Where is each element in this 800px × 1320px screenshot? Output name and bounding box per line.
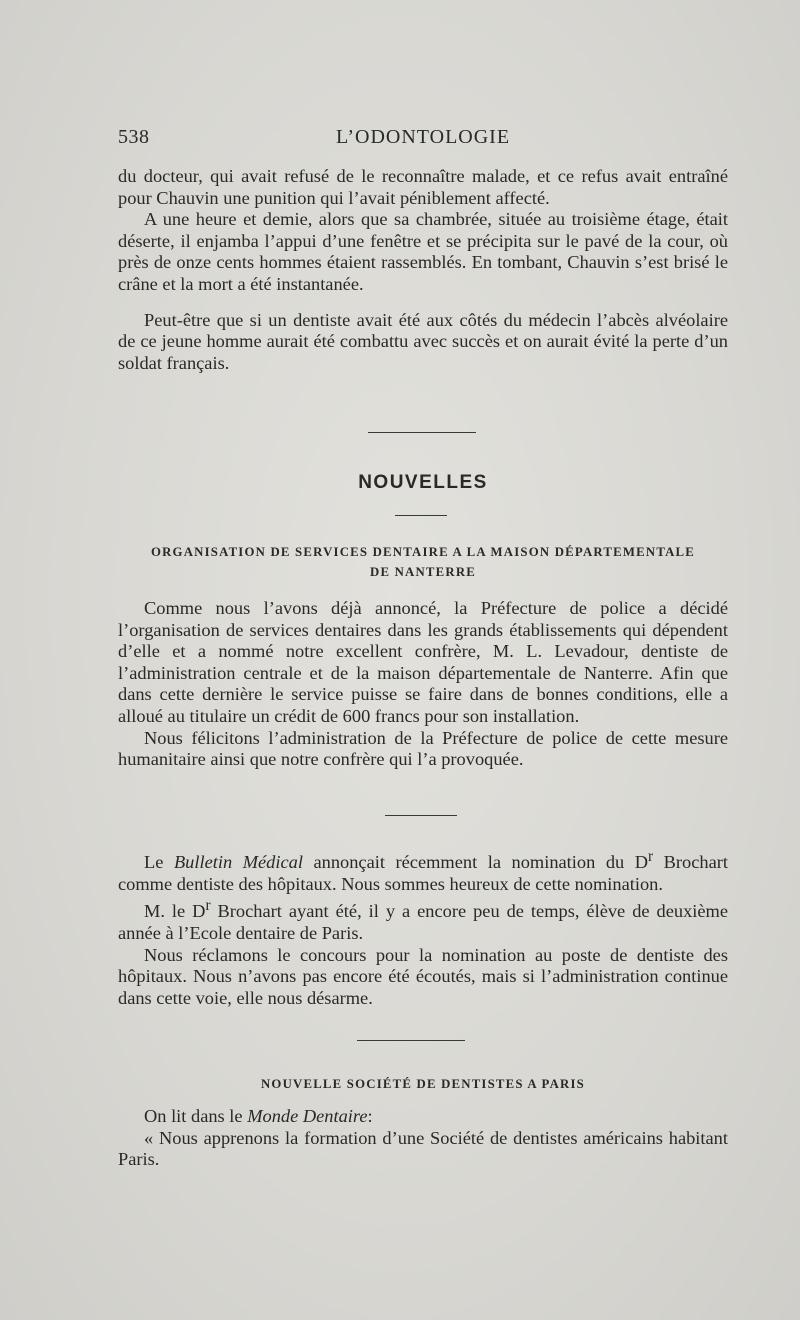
paragraph: On lit dans le Monde Dentaire:	[144, 1106, 373, 1126]
paragraph: du docteur, qui avait refusé de le reconnaître malade, et ce refus avait entraîné pour Chauvin une punition qui l’avait péniblement affecté.	[118, 166, 728, 208]
paragraph: Nous félicitons l’administration de la Préfecture de police de cette mesure humanitaire ainsi que notre confrère qui l’a provoquée.	[118, 727, 728, 770]
paragraph: Peut-être que si un dentiste avait été aux côtés du médecin l’abcès alvéolaire de ce jeune homme aurait été combattu avec succès et on aurait évité la perte d’un soldat français.	[118, 309, 728, 373]
title-divider	[395, 515, 447, 516]
paragraph: A une heure et demie, alors que sa chambrée, située au troisième étage, était déserte, il enjamba l’appui d’une fenêtre et se précipita sur le pavé de la cour, où près de onze cents hommes étaient rassemblés. En tombant, Chauvin s’est brisé le crâne et la mort a été instantanée.	[118, 209, 728, 294]
article-societe	[118, 1106, 728, 1171]
page-number: 538	[118, 126, 150, 148]
article-divider	[385, 815, 457, 816]
article-title-line: ORGANISATION DE SERVICES DENTAIRE A LA MAISON DÉPARTEMENTALE	[150, 545, 696, 559]
paragraph: Nous réclamons le concours pour la nomination au poste de dentiste des hôpitaux. Nous n’avons pas encore été écoutés, mais si l’administration continue dans cette voie, elle nous désarme.	[118, 944, 728, 1008]
running-title: L’ODONTOLOGIE	[335, 126, 511, 148]
paragraph: Comme nous l’avons déjà annoncé, la Préfecture de police a décidé l’organisation de services dentaires dans les grands établissements qui dépendent d’elle et a nommé notre excellent confrère, M. L. Levadour, dentiste de l’administration centrale et de la maison départementale de Nanterre. Afin que dans cette dernière le service puisse se faire dans de bonnes conditions, elle a alloué au titulaire un crédit de 600 francs pour son installation.	[118, 598, 728, 726]
section-divider	[368, 432, 476, 433]
journal-name: Bulletin Médical	[173, 852, 303, 873]
article-title: NOUVELLE SOCIÉTÉ DE DENTISTES A PARIS	[260, 1077, 585, 1091]
article-title-line: DE NANTERRE	[370, 565, 476, 579]
article-title	[118, 542, 728, 582]
journal-name: Monde Dentaire	[247, 1106, 368, 1126]
paragraph: Le Bulletin Médical annonçait récemment la nomination du $D^r$ Brochart comme dentiste des hôpitaux. Nous sommes heureux de cette nomination.	[118, 848, 729, 894]
continued-article	[118, 166, 728, 374]
paragraph: M. le $D^r$ Brochart ayant été, il y a encore peu de temps, élève de deuxième année à l’Ecole dentaire de Paris.	[118, 897, 729, 944]
article-brochart	[118, 846, 728, 1009]
section-title: NOUVELLES	[358, 472, 488, 493]
page-header	[118, 126, 728, 152]
article-divider	[357, 1040, 465, 1041]
paragraph: « Nous apprenons la formation d’une Société de dentistes américains habitant Paris.	[118, 1127, 728, 1170]
article-nanterre	[118, 598, 728, 771]
